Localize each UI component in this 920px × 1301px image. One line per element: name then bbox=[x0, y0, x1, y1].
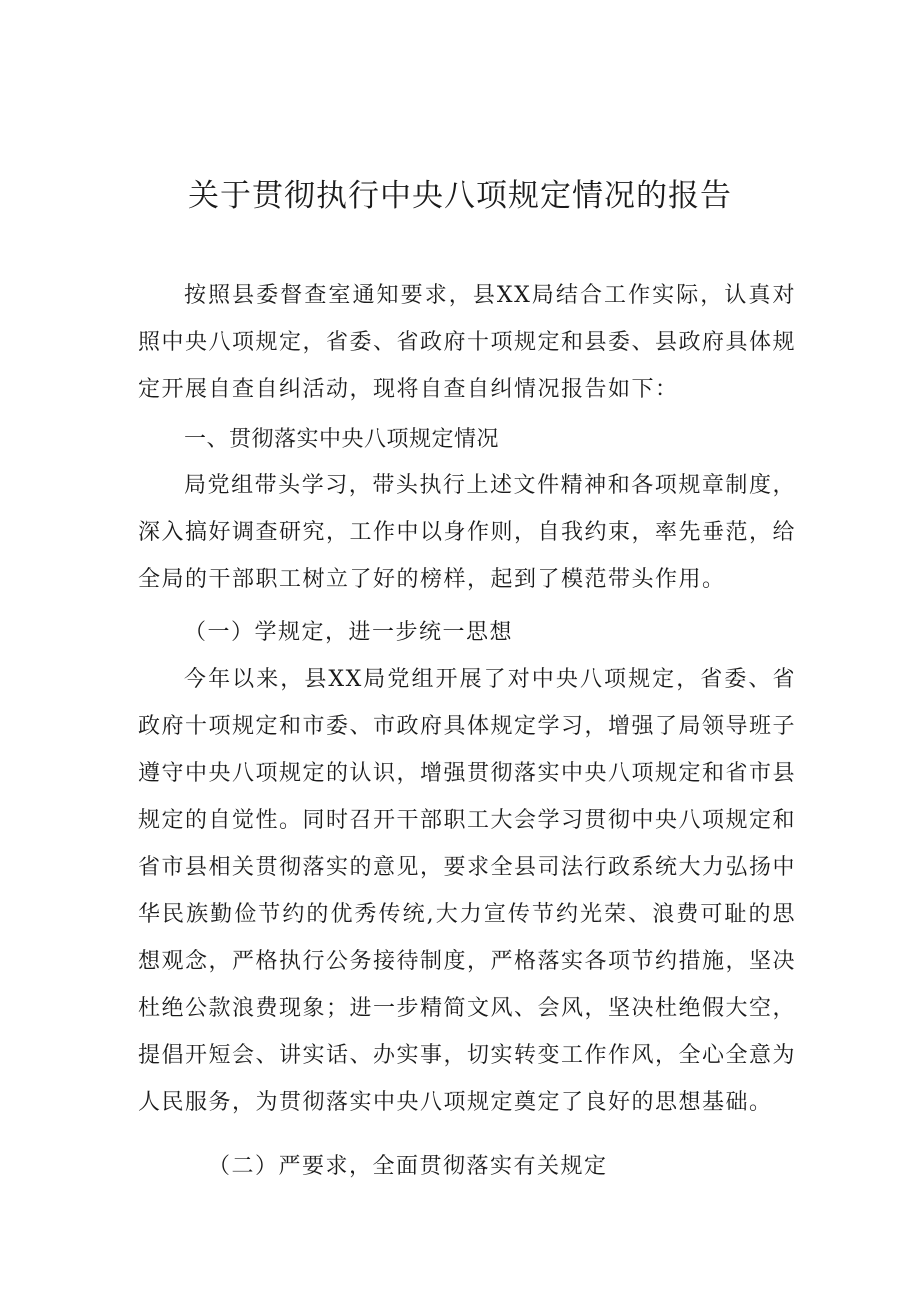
intro-paragraph: 按照县委督查室通知要求，县XX局结合工作实际，认真对照中央八项规定，省委、省政府十项规定和县委、县政府具体规定开展自查自纠活动，现将自查自纠情况报告如下： bbox=[138, 283, 797, 402]
subsection-heading-1: （一）学规定，进一步统一思想 bbox=[184, 620, 514, 645]
subsection-1-paragraph: 今年以来，县XX局党组开展了对中央八项规定，省委、省政府十项规定和市委、市政府具体规定学习，增强了局领导班子遵守中央八项规定的认识，增强贯彻落实中央八项规定和省市县规定的自觉性。同时召开干部职工大会学习贯彻中央八项规定和省市县相关贯彻落实的意见，要求全县司法行政系统大力弘扬中华民族勤俭节约的优秀传统,大力宣传节约光荣、浪费可耻的思想观念，严格执行公务接待制度，严格落实各项节约措施，坚决杜绝公款浪费现象；进一步精简文风、会风，坚决杜绝假大空，提倡开短会、讲实话、办实事，切实转变工作作风，全心全意为人民服务，为贯彻落实中央八项规定奠定了良好的思想基础。 bbox=[138, 667, 797, 1115]
section-1-paragraph: 局党组带头学习，带头执行上述文件精神和各项规章制度，深入搞好调查研究，工作中以身作则，自我约束，率先垂范，给全局的干部职工树立了好的榜样，起到了模范带头作用。 bbox=[138, 473, 797, 592]
section-heading-1: 一、贯彻落实中央八项规定情况 bbox=[184, 427, 500, 452]
subsection-heading-2: （二）严要求，全面贯彻落实有关规定 bbox=[208, 1154, 608, 1179]
document-title: 关于贯彻执行中央八项规定情况的报告 bbox=[188, 178, 732, 214]
